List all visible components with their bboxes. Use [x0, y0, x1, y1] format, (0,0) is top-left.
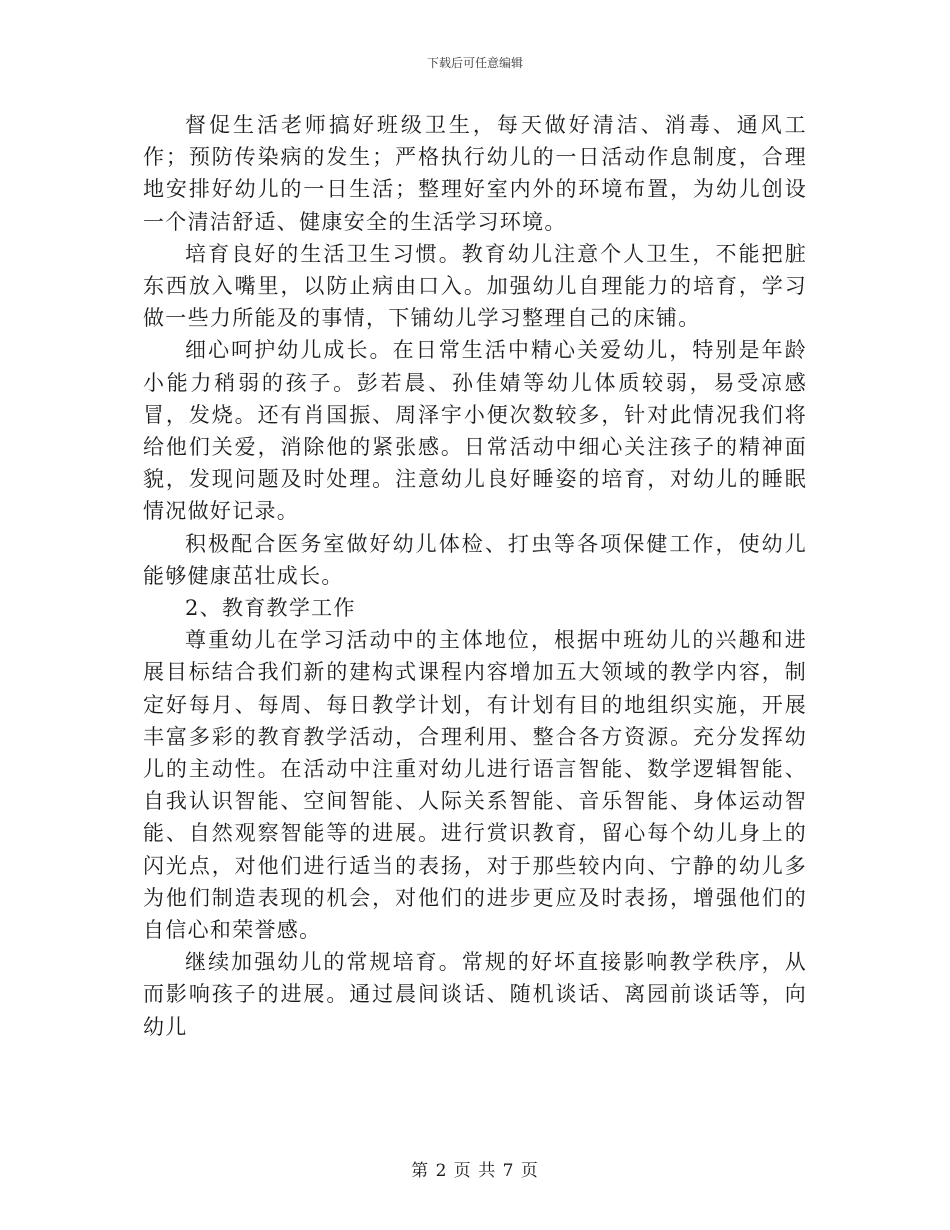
- paragraph-routine: 继续加强幼儿的常规培育。常规的好坏直接影响教学秩序，从而影响孩子的进展。通过晨间谈话、随机谈话、离园前谈话等，向幼儿: [143, 950, 807, 1039]
- document-body: [143, 109, 807, 1043]
- paragraph-care: 细心呵护幼儿成长。在日常生活中精心关爱幼儿，特别是年龄小能力稍弱的孩子。彭若晨、孙佳婧等幼儿体质较弱，易受凉感冒，发烧。还有肖国振、周泽宇小便次数较多，针对此情况我们将给他们关爱，消除他的紧张感。日常活动中细心关注孩子的精神面貌，发现问题及时处理。注意幼儿良好睡姿的培育，对幼儿的睡眠情况做好记录。: [143, 338, 807, 524]
- paragraph-teaching: 尊重幼儿在学习活动中的主体地位，根据中班幼儿的兴趣和进展目标结合我们新的建构式课程内容增加五大领域的教学内容，制定好每月、每周、每日教学计划，有计划有目的地组织实施，开展丰富多彩的教育教学活动，合理利用、整合各方资源。充分发挥幼儿的主动性。在活动中注重对幼儿进行语言智能、数学逻辑智能、自我认识智能、空间智能、人际关系智能、音乐智能、身体运动智能、自然观察智能等的进展。进行赏识教育，留心每个幼儿身上的闪光点，对他们进行适当的表扬，对于那些较内向、宁静的幼儿多为他们制造表现的机会，对他们的进步更应及时表扬，增强他们的自信心和荣誉感。: [143, 628, 807, 943]
- section-heading-teaching: 2、教育教学工作: [185, 596, 356, 621]
- paragraph-hygiene: 督促生活老师搞好班级卫生，每天做好清洁、消毒、通风工作；预防传染病的发生；严格执行幼儿的一日活动作息制度，合理地安排好幼儿的一日生活；整理好室内外的环境布置，为幼儿创设一个清洁舒适、健康安全的生活学习环境。: [143, 113, 807, 234]
- page-footer: 第 2 页 共 7 页: [411, 1161, 539, 1181]
- page-header: 下载后可任意编辑: [426, 56, 523, 70]
- paragraph-health-checks: 积极配合医务室做好幼儿体检、打虫等各项保健工作，使幼儿能够健康茁壮成长。: [143, 531, 807, 588]
- paragraph-habits: 培育良好的生活卫生习惯。教育幼儿注意个人卫生，不能把脏东西放入嘴里，以防止病由口入。加强幼儿自理能力的培育，学习做一些力所能及的事情，下铺幼儿学习整理自己的床铺。: [143, 241, 807, 331]
